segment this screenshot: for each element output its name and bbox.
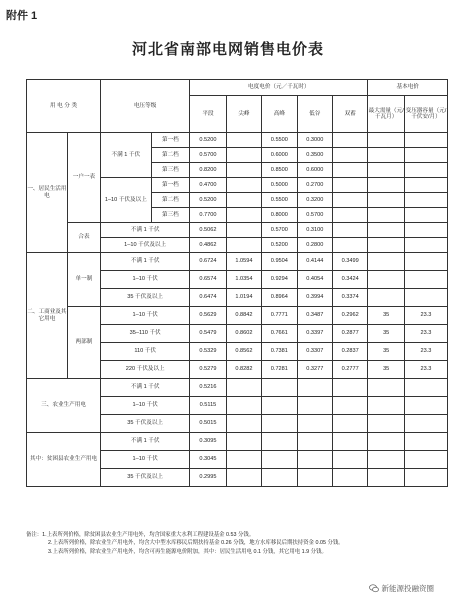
price-flat: 0.8200 xyxy=(190,163,227,178)
price-dual: 0.3499 xyxy=(332,253,367,271)
price-flat: 0.7700 xyxy=(190,208,227,223)
price-flat: 0.6724 xyxy=(190,253,227,271)
price-flat: 0.5329 xyxy=(190,343,227,361)
volt-label: 35 千伏及以上 xyxy=(101,415,190,433)
price-dual: 0.2877 xyxy=(332,325,367,343)
price-valley: 0.4144 xyxy=(297,253,332,271)
note-3: 3.上表所列价格，除农业生产用电外，均含可再生能源电价附加，其中：居民生活用电 0.1 分钱，其它用电 1.9 分钱。 xyxy=(48,548,327,555)
price-valley: 0.3397 xyxy=(297,325,332,343)
tier-label: 第二档 xyxy=(151,148,190,163)
wechat-icon xyxy=(369,584,379,593)
price-flat: 0.5062 xyxy=(190,223,227,238)
price-valley: 0.4054 xyxy=(297,271,332,289)
price-capacity: 23.3 xyxy=(404,343,447,361)
price-valley: 0.2700 xyxy=(297,178,332,193)
price-peak: 0.7771 xyxy=(262,307,297,325)
price-demand: 35 xyxy=(368,343,405,361)
volt-label: 不满 1 千伏 xyxy=(101,253,190,271)
price-demand: 35 xyxy=(368,325,405,343)
price-flat: 0.2995 xyxy=(190,469,227,487)
price-flat: 0.6474 xyxy=(190,289,227,307)
price-peak: 0.6000 xyxy=(262,148,297,163)
price-sharp: 0.8602 xyxy=(226,325,261,343)
price-valley: 0.3994 xyxy=(297,289,332,307)
volt-label: 1–10 千伏 xyxy=(101,397,190,415)
tier-label: 第三档 xyxy=(151,163,190,178)
sub-pooled: 合表 xyxy=(67,223,100,253)
price-sharp: 0.8842 xyxy=(226,307,261,325)
price-capacity: 23.3 xyxy=(404,307,447,325)
volt-1-10kv-above: 1–10 千伏及以上 xyxy=(101,178,151,223)
price-peak: 0.8964 xyxy=(262,289,297,307)
price-valley: 0.5700 xyxy=(297,208,332,223)
price-flat: 0.5216 xyxy=(190,379,227,397)
sub-single-household: 一户一表 xyxy=(67,133,100,223)
attachment-label: 附件 1 xyxy=(6,10,38,22)
price-peak: 0.5500 xyxy=(262,193,297,208)
price-valley: 0.3500 xyxy=(297,148,332,163)
price-valley: 0.3487 xyxy=(297,307,332,325)
price-sharp: 1.0594 xyxy=(226,253,261,271)
price-demand: 35 xyxy=(368,307,405,325)
col-sharp: 尖峰 xyxy=(226,96,261,133)
price-valley: 0.3000 xyxy=(297,133,332,148)
col-max-demand: 最大需量（元/千瓦月） xyxy=(368,96,405,133)
volt-label: 1–10 千伏 xyxy=(101,271,190,289)
col-flat: 平段 xyxy=(190,96,227,133)
volt-label: 110 千伏 xyxy=(101,343,190,361)
volt-label: 220 千伏及以上 xyxy=(101,361,190,379)
volt-label: 1–10 千伏及以上 xyxy=(101,238,190,253)
header-energy-price: 电度电价（元／千瓦时） xyxy=(190,80,368,96)
col-transformer-capacity: 变压器容量（元/千伏安/月） xyxy=(404,96,447,133)
price-valley: 0.2800 xyxy=(297,238,332,253)
price-flat: 0.5015 xyxy=(190,415,227,433)
price-valley: 0.3307 xyxy=(297,343,332,361)
price-valley: 0.3200 xyxy=(297,193,332,208)
category-industry: 二、工商业及其它用电 xyxy=(27,253,68,379)
price-peak: 0.5200 xyxy=(262,238,297,253)
price-dual: 0.2837 xyxy=(332,343,367,361)
watermark xyxy=(369,583,435,594)
price-flat: 0.5629 xyxy=(190,307,227,325)
price-sharp: 1.0194 xyxy=(226,289,261,307)
price-sharp: 1.0354 xyxy=(226,271,261,289)
price-peak: 0.5700 xyxy=(262,223,297,238)
price-peak: 0.9504 xyxy=(262,253,297,271)
page-title: 河北省南部电网销售电价表 xyxy=(131,41,324,58)
header-category: 用 电 分 类 xyxy=(27,80,101,133)
price-capacity: 23.3 xyxy=(404,361,447,379)
sub-two-part: 两部制 xyxy=(67,307,100,379)
price-peak: 0.5500 xyxy=(262,133,297,148)
volt-below-1kv: 不满 1 千伏 xyxy=(101,133,151,178)
price-flat: 0.5479 xyxy=(190,325,227,343)
col-valley: 低谷 xyxy=(297,96,332,133)
note-1: 备注：1.上表所列价格，除贫困县农业生产用电外，均含国家重大水利工程建设基金 0.53 分钱。 xyxy=(26,532,255,538)
volt-label: 35 千伏及以上 xyxy=(101,469,190,487)
price-table xyxy=(26,79,448,487)
price-valley: 0.6000 xyxy=(297,163,332,178)
volt-label: 不满 1 千伏 xyxy=(101,379,190,397)
price-flat: 0.5200 xyxy=(190,193,227,208)
price-peak: 0.7281 xyxy=(262,361,297,379)
price-capacity: 23.3 xyxy=(404,325,447,343)
category-resident: 一、居民生活用电 xyxy=(27,133,68,253)
price-flat: 0.3095 xyxy=(190,433,227,451)
price-sharp: 0.8562 xyxy=(226,343,261,361)
price-flat: 0.5115 xyxy=(190,397,227,415)
price-peak: 0.7661 xyxy=(262,325,297,343)
price-dual: 0.2962 xyxy=(332,307,367,325)
price-flat: 0.4700 xyxy=(190,178,227,193)
watermark-text: 新能源投融资圈 xyxy=(381,584,434,593)
price-flat: 0.4862 xyxy=(190,238,227,253)
price-flat: 0.3045 xyxy=(190,451,227,469)
price-dual: 0.3424 xyxy=(332,271,367,289)
price-peak: 0.8000 xyxy=(262,208,297,223)
volt-label: 1–10 千伏 xyxy=(101,307,190,325)
volt-label: 不满 1 千伏 xyxy=(101,223,190,238)
note-2: 2.上表所列价格，除农业生产用电外，均含大中型水库移民后期扶持基金 0.26 分钱，地方水库移民后期扶持资金 0.05 分钱。 xyxy=(48,540,344,547)
price-peak: 0.8500 xyxy=(262,163,297,178)
price-peak: 0.9294 xyxy=(262,271,297,289)
col-dual: 双蓄 xyxy=(332,96,367,133)
category-poor-county: 其中：贫困县农业生产用电 xyxy=(27,433,101,487)
tier-label: 第一档 xyxy=(151,133,190,148)
price-flat: 0.5279 xyxy=(190,361,227,379)
volt-label: 不满 1 千伏 xyxy=(101,433,190,451)
price-flat: 0.6574 xyxy=(190,271,227,289)
col-peak: 高峰 xyxy=(262,96,297,133)
price-peak: 0.5000 xyxy=(262,178,297,193)
price-dual: 0.2777 xyxy=(332,361,367,379)
price-flat: 0.5200 xyxy=(190,133,227,148)
header-basic-price: 基本电价 xyxy=(368,80,448,96)
price-dual: 0.3374 xyxy=(332,289,367,307)
category-agri: 三、农业生产用电 xyxy=(27,379,101,433)
tier-label: 第二档 xyxy=(151,193,190,208)
notes xyxy=(26,531,448,556)
volt-label: 35–110 千伏 xyxy=(101,325,190,343)
sub-single-system: 单一制 xyxy=(67,253,100,307)
price-peak: 0.7381 xyxy=(262,343,297,361)
price-valley: 0.3100 xyxy=(297,223,332,238)
price-flat: 0.5700 xyxy=(190,148,227,163)
price-demand: 35 xyxy=(368,361,405,379)
tier-label: 第三档 xyxy=(151,208,190,223)
tier-label: 第一档 xyxy=(151,178,190,193)
price-valley: 0.3277 xyxy=(297,361,332,379)
volt-label: 35 千伏及以上 xyxy=(101,289,190,307)
price-sharp: 0.8282 xyxy=(226,361,261,379)
header-voltage: 电压等级 xyxy=(101,80,190,133)
volt-label: 1–10 千伏 xyxy=(101,451,190,469)
